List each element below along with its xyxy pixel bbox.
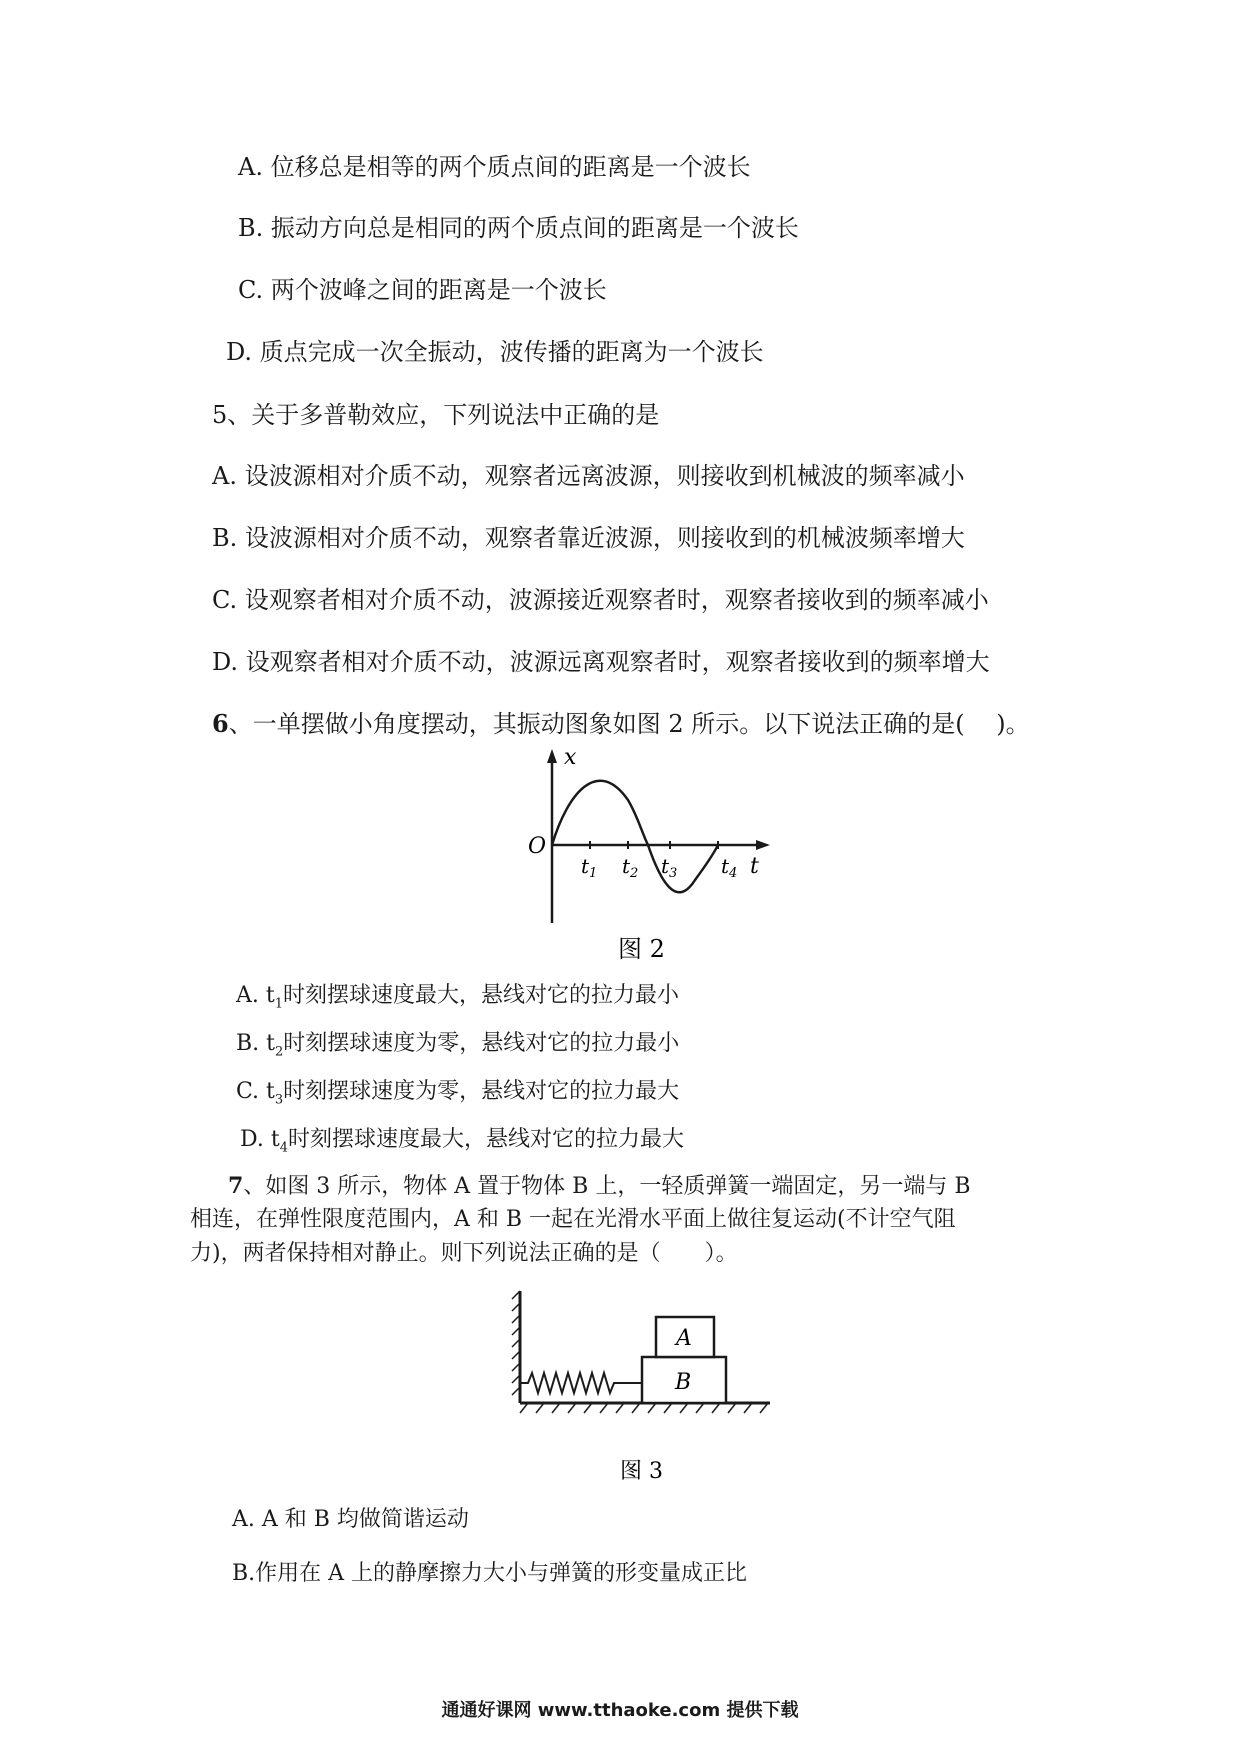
block-b-label: B [675,1370,692,1395]
block-a-label: A [676,1326,692,1351]
q5-option-a: A. 设波源相对介质不动，观察者远离波源，则接收到机械波的频率减小 [212,462,965,490]
q7-stem-line3: 力)，两者保持相对静止。则下列说法正确的是（ ）。 [190,1241,738,1266]
q5-stem: 5、关于多普勒效应，下列说法中正确的是 [212,401,660,429]
q6-option-b: B. $t_2$时刻摆球速度为零，悬线对它的拉力最小 [236,1031,680,1060]
figure-2-caption: 图 2 [618,935,665,963]
q7-stem-line1: 7、如图 3 所示，物体 A 置于物体 B 上，一轻质弹簧一端固定，另一端与 B [228,1173,971,1199]
q6-number: 6 [212,709,229,738]
tick-label-t1: $t_1$ [581,854,598,881]
q4-option-a: A. 位移总是相等的两个质点间的距离是一个波长 [238,153,751,181]
q4-option-b: B. 振动方向总是相同的两个质点间的距离是一个波长 [238,214,799,242]
axis-x-label: t [750,854,759,879]
q6-option-c: C. $t_3$时刻摆球速度为零，悬线对它的拉力最大 [236,1079,680,1108]
q5-option-d: D. 设观察者相对介质不动，波源远离观察者时，观察者接收到的频率增大 [212,648,990,676]
tick-label-t3: $t_3$ [661,854,678,881]
q4-option-d: D. 质点完成一次全振动，波传播的距离为一个波长 [226,338,764,366]
figure-3-caption: 图 3 [620,1459,663,1484]
figure-3-spring-block-diagram [510,1285,780,1485]
q5-option-b: B. 设波源相对介质不动，观察者靠近波源，则接收到的机械波频率增大 [212,524,965,552]
q7-option-a: A. A 和 B 均做简谐运动 [232,1507,469,1532]
origin-label: O [528,834,547,859]
axis-y-label: x [564,745,577,770]
figure-2-vibration-graph [520,745,780,965]
tick-label-t4: $t_4$ [721,854,738,881]
q4-option-c: C. 两个波峰之间的距离是一个波长 [238,276,607,304]
q7-stem-line2: 相连，在弹性限度范围内，A 和 B 一起在光滑水平面上做往复运动(不计空气阻 [190,1207,956,1232]
q7-option-b: B.作用在 A 上的静摩擦力大小与弹簧的形变量成正比 [232,1561,748,1586]
q6-option-d: D. $t_4$时刻摆球速度最大，悬线对它的拉力最大 [240,1127,684,1156]
spring [520,1373,642,1393]
q5-option-c: C. 设观察者相对介质不动，波源接近观察者时，观察者接收到的频率减小 [212,586,989,614]
tick-label-t2: $t_2$ [622,854,639,881]
q7-number: 7 [228,1173,244,1199]
q6-stem [212,710,1030,738]
q6-stem-text: 、一单摆做小角度摆动，其振动图象如图 2 所示。以下说法正确的是( )。 [228,710,1030,738]
q6-option-a: A. $t_1$时刻摆球速度最大，悬线对它的拉力最小 [236,983,680,1012]
page-footer: 通通好课网 www.tthaoke.com 提供下载 [441,1700,799,1721]
